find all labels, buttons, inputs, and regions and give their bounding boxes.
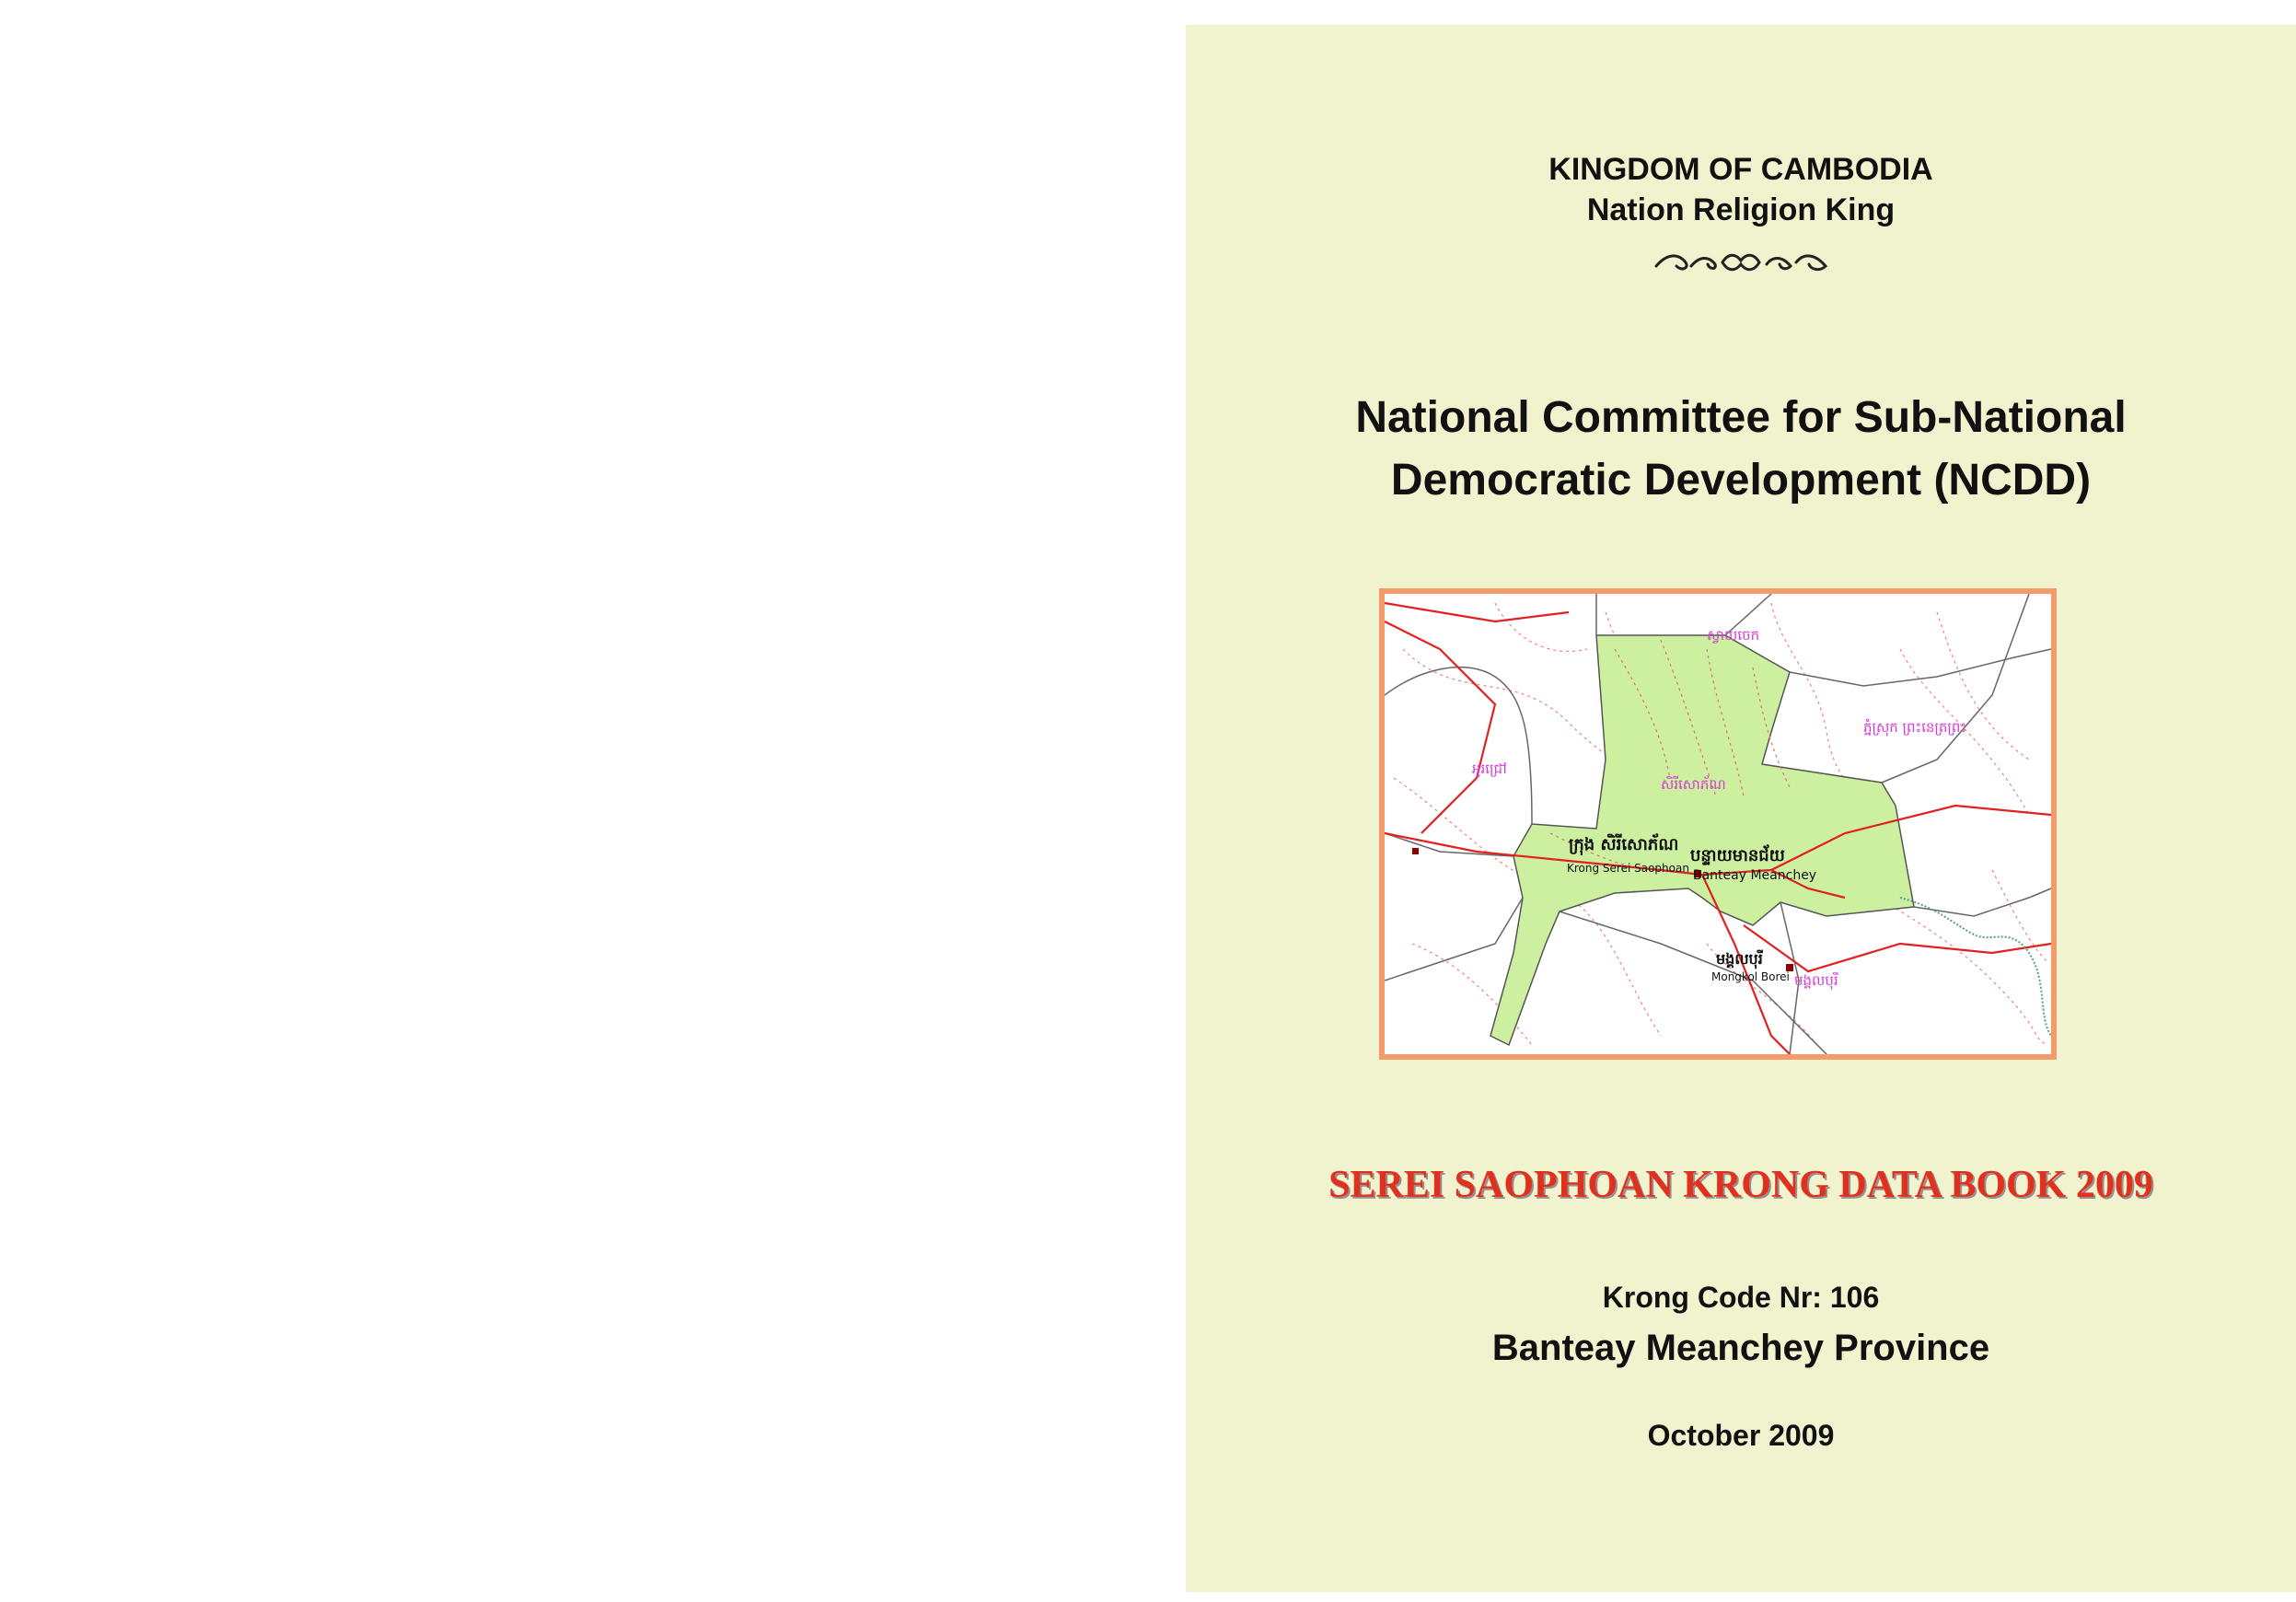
- map-label-province-khmer: បន្ទាយមានជ័យ: [1690, 846, 1785, 865]
- map-label-commune-2: សិរីសោភ័ណ: [1661, 776, 1726, 793]
- kingdom-heading: KINGDOM OF CAMBODIA: [1548, 152, 1933, 187]
- map-label-mongkol-english: Mongkol Borei: [1711, 970, 1790, 983]
- organization-line-2: Democratic Development (NCDD): [1390, 456, 2092, 505]
- map-label-commune-5: មង្គលបុរី: [1794, 972, 1838, 989]
- cover-page: [1186, 25, 2296, 1592]
- krong-code: Krong Code Nr: 106: [1602, 1281, 1880, 1314]
- map-label-mongkol-khmer: មង្គលបុរី: [1716, 950, 1763, 968]
- organization-line-1: National Committee for Sub-National: [1355, 393, 2127, 442]
- national-motto: Nation Religion King: [1586, 192, 1896, 227]
- data-book-title: SEREI SAOPHOAN KRONG DATA BOOK 2009: [1328, 1164, 2153, 1206]
- map-label-krong-english: Krong Serei Saophoan: [1567, 862, 1689, 875]
- decorative-ornament-icon: [1186, 246, 2296, 283]
- map-label-krong-khmer: ក្រុង សិរីសោភ័ណ: [1569, 835, 1679, 854]
- province-name: Banteay Meanchey Province: [1491, 1328, 1990, 1368]
- map-label-commune-1: ស្វាយចេក: [1707, 627, 1760, 644]
- organization-title: [1186, 387, 2296, 512]
- map-label-commune-3: ភ្នំស្រុក ព្រះនេត្រព្រះ: [1863, 719, 1966, 736]
- publication-date: October 2009: [1647, 1419, 1835, 1452]
- map-label-province-english: Banteay Meanchey: [1693, 868, 1817, 883]
- location-map: [1379, 588, 2057, 1060]
- map-label-commune-4: អូរជ្រៅ: [1472, 760, 1507, 777]
- map-graphic: [1385, 594, 2051, 1054]
